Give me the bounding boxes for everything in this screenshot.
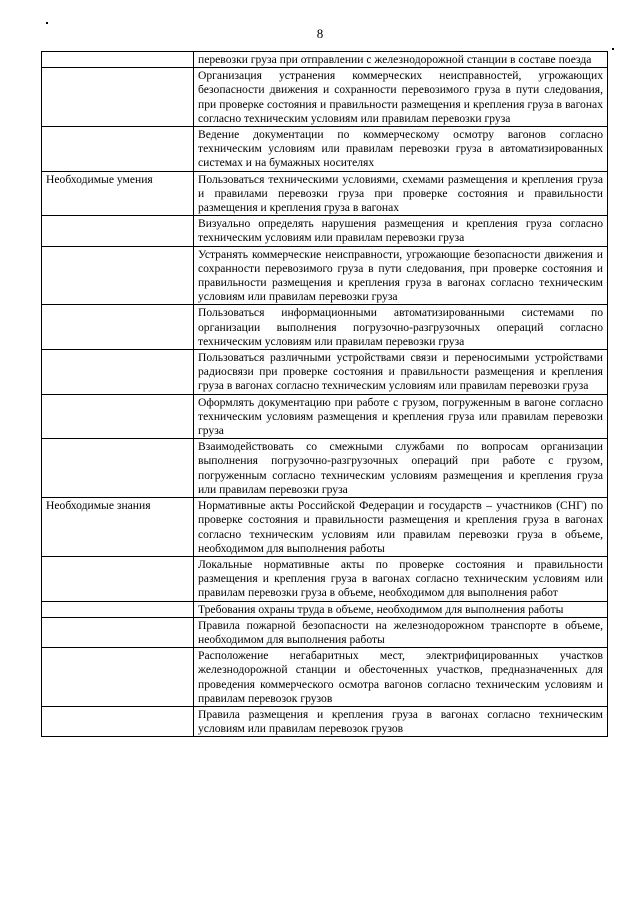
table-row <box>42 52 608 68</box>
table-row <box>42 706 608 736</box>
table-row <box>42 305 608 350</box>
row-label-cell <box>42 350 194 395</box>
table-row <box>42 68 608 127</box>
row-text-cell: Организация устранения коммерческих неисправностей, угрожающих безопасности движения и сохранности перевозимого груза в пути следования, при проверке состояния и правильности размещения и крепления груза в вагонах согласно техническим условиям или правилам перевозки груза <box>194 68 608 127</box>
row-text-cell: Визуально определять нарушения размещения и крепления груза согласно техническим условиям или правилам перевозки груза <box>194 216 608 246</box>
row-text-cell: Пользоваться техническими условиями, схемами размещения и крепления груза и правилами перевозки груза при проверке состояния и правильности размещения и крепления груза в вагонах <box>194 171 608 216</box>
row-text-cell: Правила пожарной безопасности на железнодорожном транспорте в объеме, необходимом для выполнения работы <box>194 617 608 647</box>
table-row <box>42 350 608 395</box>
table-row <box>42 498 608 557</box>
row-label-cell <box>42 127 194 172</box>
row-label-cell <box>42 617 194 647</box>
table-row <box>42 601 608 617</box>
table-row <box>42 617 608 647</box>
requirements-table <box>41 51 608 737</box>
row-text-cell: Пользоваться информационными автоматизированными системами по организации выполнения погрузочно-разгрузочных операций согласно техническим условиям или правилам перевозки груза <box>194 305 608 350</box>
row-text-cell: перевозки груза при отправлении с железнодорожной станции в составе поезда <box>194 52 608 68</box>
row-label-cell <box>42 246 194 305</box>
row-label-cell <box>42 305 194 350</box>
row-text-cell: Взаимодействовать со смежными службами по вопросам организации выполнения погрузочно-разгрузочных операций при работе с грузом, погруженным согласно техническим условиям размещения и крепления груза или правилам перевозки груза <box>194 439 608 498</box>
row-text-cell: Требования охраны труда в объеме, необходимом для выполнения работы <box>194 601 608 617</box>
table-row <box>42 246 608 305</box>
row-text-cell: Пользоваться различными устройствами связи и переносимыми устройствами радиосвязи при проверке состояния и правильности размещения и крепления груза в вагонах согласно техническим условиям или правилам перевозки груза <box>194 350 608 395</box>
scan-speck <box>612 48 614 50</box>
row-text-cell: Нормативные акты Российской Федерации и государств – участников (СНГ) по проверке состояния и правильности размещения и крепления груза в вагонах согласно техническим условиям или правилам перевозки груза в объеме, необходимом для выполнения работы <box>194 498 608 557</box>
row-label-cell <box>42 439 194 498</box>
scan-speck <box>46 22 48 24</box>
row-label-cell <box>42 601 194 617</box>
row-text-cell: Ведение документации по коммерческому осмотру вагонов согласно техническим условиям или правилам перевозки груза в автоматизированных системах и на бумажных носителях <box>194 127 608 172</box>
table-row <box>42 171 608 216</box>
table-row <box>42 648 608 707</box>
row-text-cell: Устранять коммерческие неисправности, угрожающие безопасности движения и сохранности перевозимого груза в пути следования, при проверке состояния и правильности размещения и крепления груза в вагонах согласно техническим условиям или правилам перевозки груза <box>194 246 608 305</box>
row-label-cell <box>42 706 194 736</box>
row-label-cell <box>42 52 194 68</box>
table-row <box>42 216 608 246</box>
row-label-cell <box>42 216 194 246</box>
row-text-cell: Правила размещения и крепления груза в вагонах согласно техническим условиям или правилам перевозок грузов <box>194 706 608 736</box>
row-label-cell <box>42 648 194 707</box>
page-number: 8 <box>316 26 324 41</box>
table-row <box>42 127 608 172</box>
section-label-knowledge: Необходимые знания <box>42 498 194 557</box>
row-text-cell: Оформлять документацию при работе с грузом, погруженным в вагоне согласно техническим условиям размещения и крепления груза или правилам перевозки груза <box>194 394 608 439</box>
table-row <box>42 556 608 601</box>
row-label-cell <box>42 68 194 127</box>
row-text-cell: Расположение негабаритных мест, электрифицированных участков железнодорожной станции и обесточенных участков, предназначенных для проведения коммерческого осмотра вагонов согласно техническим условиям и правилам перевозок грузов <box>194 648 608 707</box>
table-row <box>42 439 608 498</box>
section-label-skills: Необходимые умения <box>42 171 194 216</box>
row-label-cell <box>42 394 194 439</box>
table-row <box>42 394 608 439</box>
row-label-cell <box>42 556 194 601</box>
row-text-cell: Локальные нормативные акты по проверке состояния и правильности размещения и крепления груза в вагонах согласно техническим условиям или правилам перевозки груза в объеме, необходимом для выполнения работ <box>194 556 608 601</box>
